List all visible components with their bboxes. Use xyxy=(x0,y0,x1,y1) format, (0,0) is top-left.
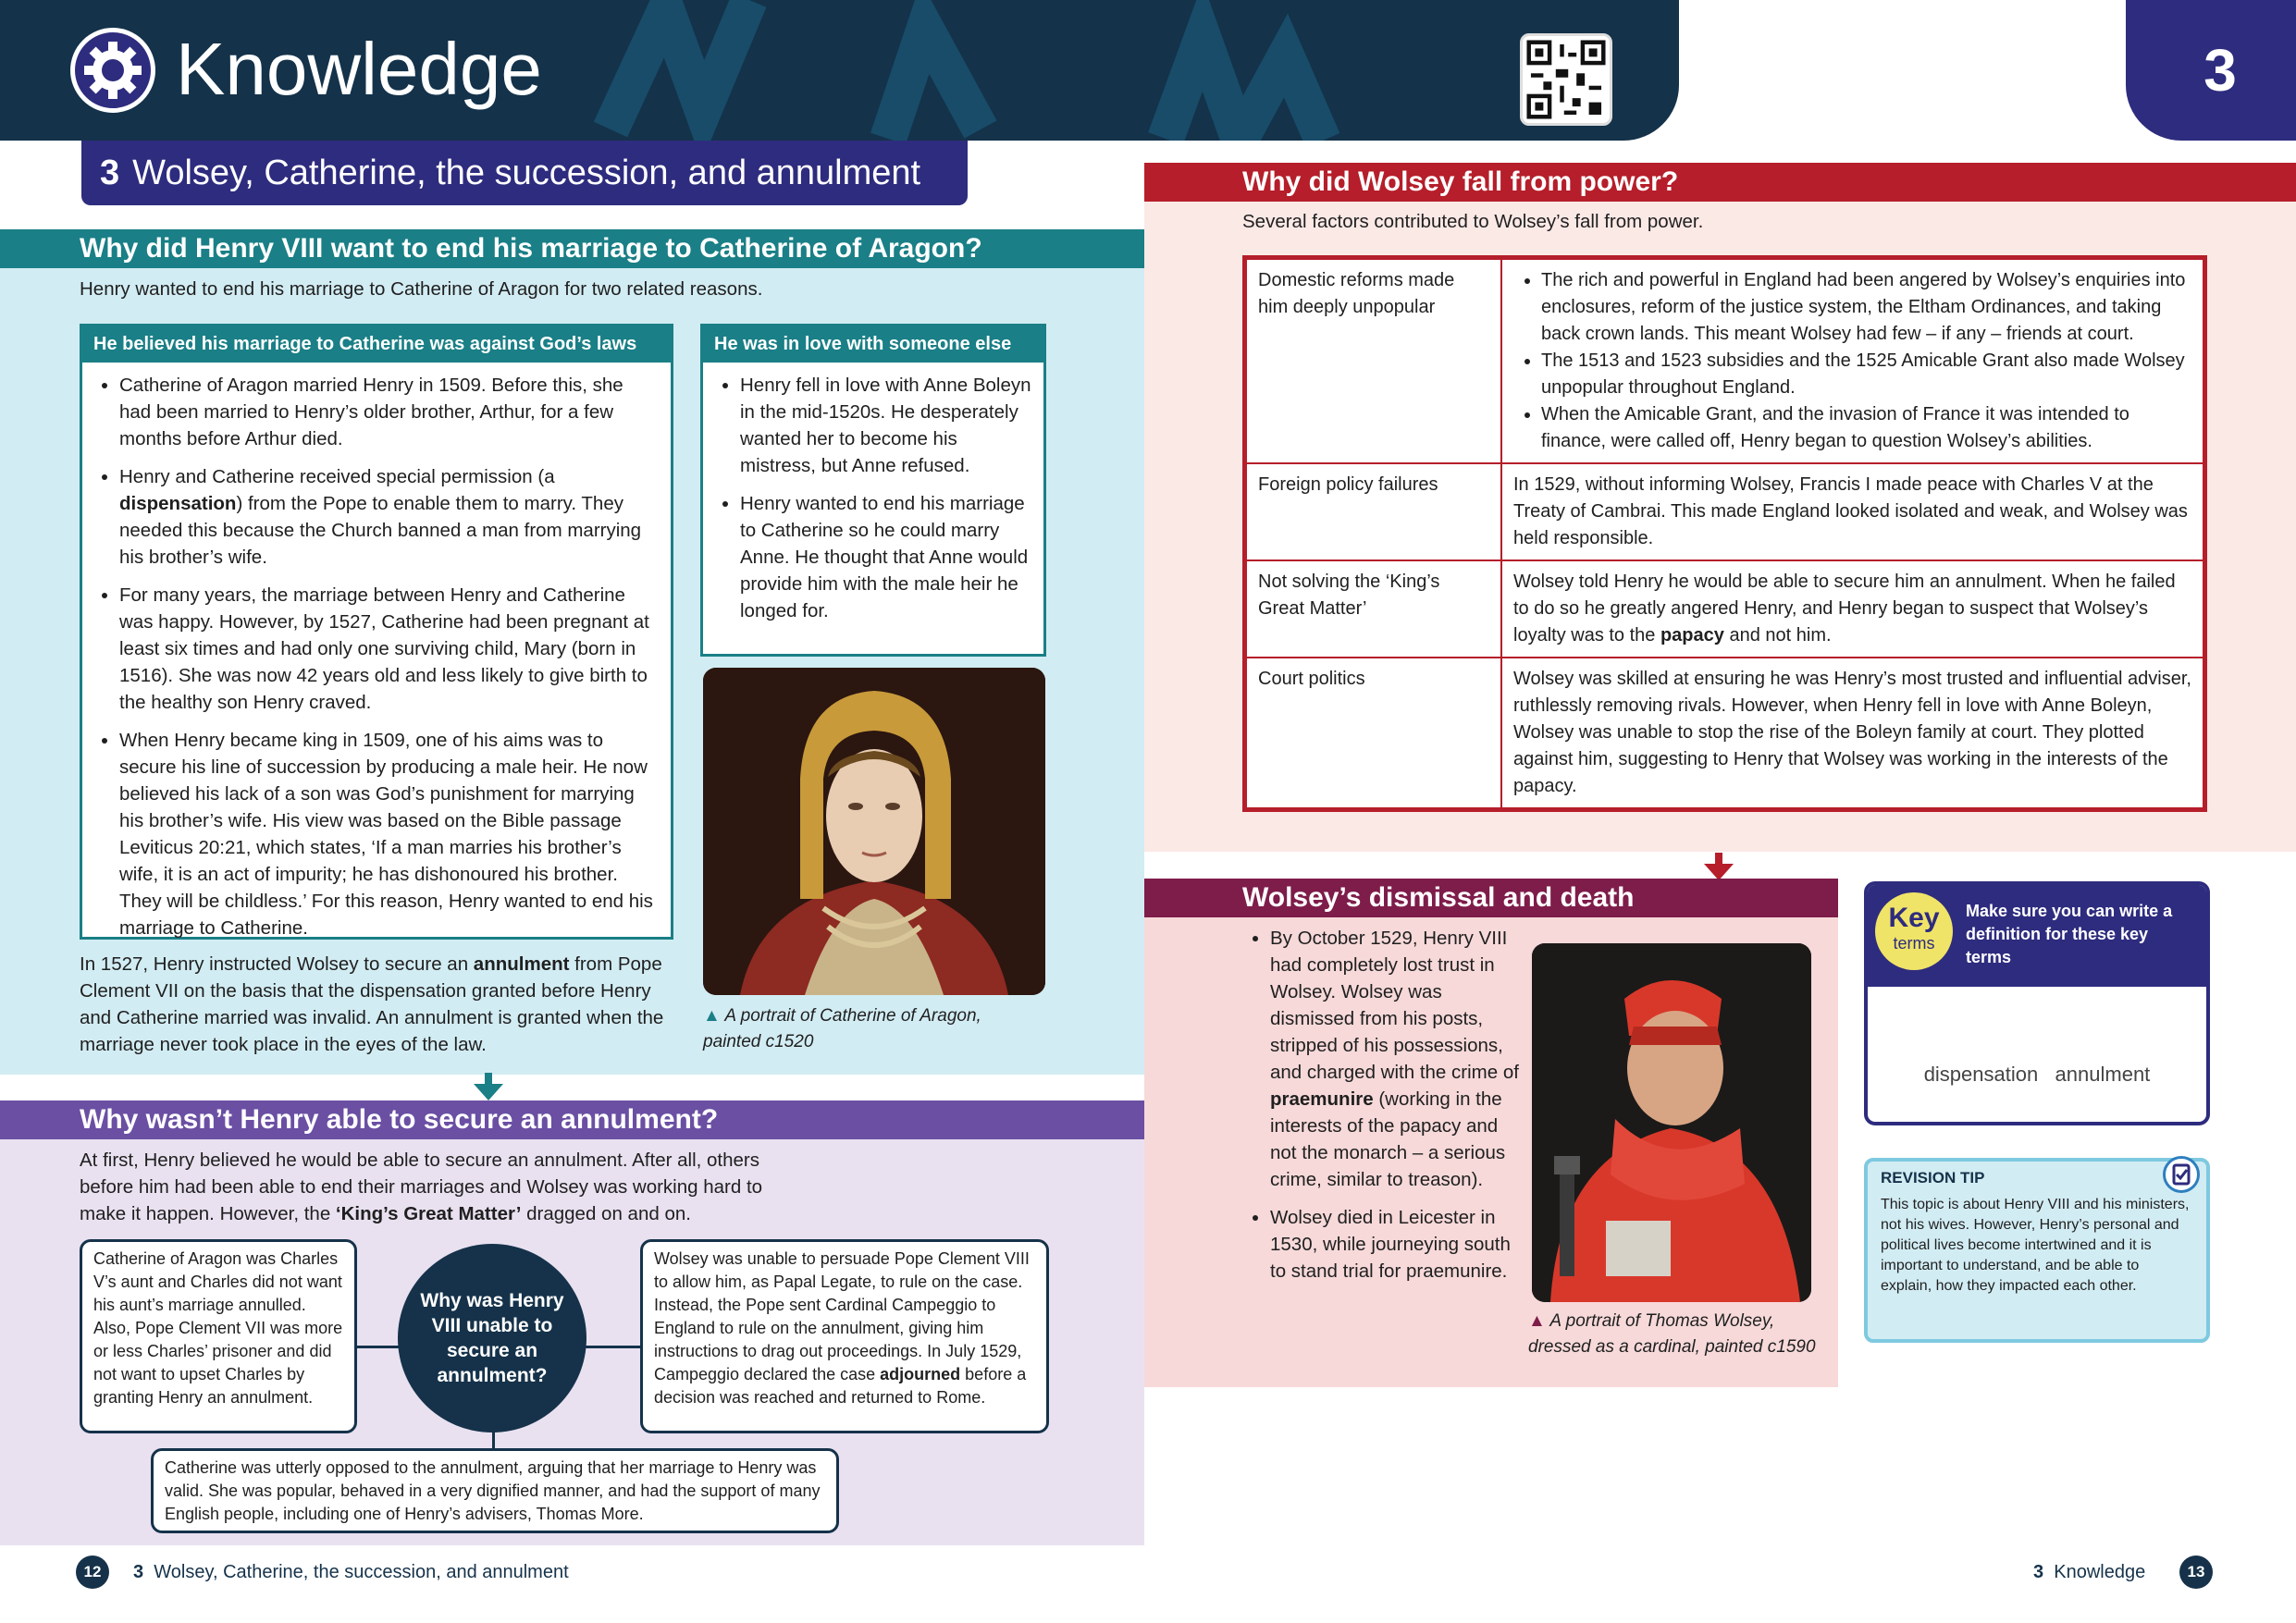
revision-tip-box xyxy=(1864,1158,2210,1343)
section-title-bar xyxy=(81,141,968,205)
right-footer: 3 Knowledge xyxy=(2033,1562,2146,1582)
list-item: • The 1513 and 1523 subsidies and the 1525 Amicable Grant also made Wolsey unpopular throughout England. xyxy=(1541,348,2191,401)
list-item: • Catherine of Aragon married Henry in 1509. Before this, she had been married to Henry’s older brother, Arthur, for a few months before Arthur died. xyxy=(119,372,658,452)
q2-intro: At first, Henry believed he would be able to secure an annulment. After all, others before him had been able to end their marriages and Wolsey was working hard to make it happen. However, the ‘King’s Great Matter’ dragged on and on. xyxy=(80,1150,763,1224)
table-row xyxy=(1246,259,2203,463)
catherine-caption: ▲ A portrait of Catherine of Aragon, painted c1520 xyxy=(703,1006,981,1051)
central-question: Why was Henry VIII unable to secure an annulment? xyxy=(398,1244,586,1432)
love-heading: He was in love with someone else xyxy=(703,326,1043,363)
key-terms-list: dispensation annulment xyxy=(1923,1063,2151,1086)
q1-heading: Why did Henry VIII want to end his marriage to Catherine of Aragon? xyxy=(0,229,1144,268)
q1-intro: Henry wanted to end his marriage to Catherine of Aragon for two related reasons. xyxy=(80,278,763,300)
chapter-tab xyxy=(2126,0,2296,141)
list-item: • For many years, the marriage between Henry and Catherine was happy. However, by 1527, Catherine had been pregnant at least six times and had only one surviving child, Mary (born in 1516). She was now 42 years old and less likely to give birth to the healthy son Henry craved. xyxy=(119,582,658,716)
fall-intro: Several factors contributed to Wolsey’s fall from power. xyxy=(1242,211,1704,232)
brush-decoration xyxy=(592,0,1610,141)
table-row xyxy=(1246,658,2203,808)
table-row xyxy=(1246,463,2203,560)
section-title: Wolsey, Catherine, the succession, and annulment xyxy=(132,154,921,192)
chapter-number: 3 xyxy=(2203,37,2237,104)
checklist-icon xyxy=(2163,1156,2200,1193)
wolsey-portrait xyxy=(1532,943,1811,1302)
gods-laws-heading: He believed his marriage to Catherine was against God’s laws xyxy=(82,326,671,363)
factors-table xyxy=(1242,255,2207,812)
list-item: • Henry fell in love with Anne Boleyn in the mid-1520s. He desperately wanted her to become his mistress, but Anne refused. xyxy=(740,372,1032,479)
list-item: • Wolsey died in Leicester in 1530, while journeying south to stand trial for praemunire. xyxy=(1270,1204,1520,1285)
list-item: • The rich and powerful in England had been angered by Wolsey’s enquiries into enclosures, reform of the justice system, the Eltham Ordinances, and taking back crown lands. This meant Wolsey had few – if any – friends at court. xyxy=(1541,267,2191,348)
campeggio-box: Wolsey was unable to persuade Pope Clement VIII to allow him, as Papal Legate, to rule on the case. Instead, the Pope sent Cardinal Campeggio to England to rule on the annulment, giving him instructions to drag out proceedings. In July 1529, Campeggio declared the case adjourned before a decision was reached and returned to Rome. xyxy=(640,1239,1049,1433)
detail-cell: Wolsey was skilled at ensuring he was Henry’s most trusted and influential adviser, ruthlessly removing rivals. However, when Henry fell in love with Anne Boleyn, Wolsey was unable to stop the rise of the Boleyn family at court. They plotted against him, suggesting to Henry that Wolsey was working in the interests of the papacy. xyxy=(1501,658,2203,808)
list-item: • When the Amicable Grant, and the invasion of France it was intended to finance, were called off, Henry began to question Wolsey’s abilities. xyxy=(1541,401,2191,455)
wolsey-caption: ▲ A portrait of Thomas Wolsey, dressed as a cardinal, painted c1590 xyxy=(1528,1311,1816,1357)
key-terms-instruction: Make sure you can write a definition for these key terms xyxy=(1966,902,2173,966)
factor-cell: Domestic reforms made him deeply unpopular xyxy=(1246,259,1501,463)
detail-cell: In 1529, without informing Wolsey, Francis I made peace with Charles V at the Treaty of Cambrai. This made England looked isolated and weak, and Wolsey was held responsible. xyxy=(1501,463,2203,560)
section-number: 3 xyxy=(100,154,120,192)
page-number-badge: 12 xyxy=(76,1555,109,1589)
love-list xyxy=(703,363,1043,624)
factor-cell: Not solving the ‘King’s Great Matter’ xyxy=(1246,560,1501,658)
list-item: • By October 1529, Henry VIII had completely lost trust in Wolsey. Wolsey was dismissed from his posts, stripped of his possessions, and charged with the crime of praemunire (working in the interests of the papacy and not the monarch – a serious crime, similar to treason). xyxy=(1270,925,1520,1193)
detail-cell xyxy=(1501,259,2203,463)
page-title: Knowledge xyxy=(176,28,542,110)
love-box xyxy=(700,324,1046,657)
page-number-badge: 13 xyxy=(2179,1555,2213,1589)
gods-laws-list xyxy=(82,363,671,941)
triangle-icon: ▲ xyxy=(1528,1311,1546,1331)
key-terms-box xyxy=(1864,881,2210,1125)
dismissal-list xyxy=(1242,925,1520,1296)
detail-cell: Wolsey told Henry he would be able to secure him an annulment. When he failed to do so he greatly angered Henry, and Henry began to suspect that Wolsey’s loyalty was to the papacy and not him. xyxy=(1501,560,2203,658)
gear-icon xyxy=(70,28,155,113)
list-item: • Henry and Catherine received special permission (a dispensation) from the Pope to enable them to marry. They needed this because the Church banned a man from marrying his brother’s wife. xyxy=(119,463,658,571)
revision-tip-heading: REVISION TIP xyxy=(1881,1169,1985,1187)
list-item: • When Henry became king in 1509, one of his aims was to secure his line of succession by producing a male heir. He now believed his lack of a son was God’s punishment for marrying his brother’s wife. His view was based on the Bible passage Leviticus 20:21, which states, ‘If a man marries his brother’s wife, it is an act of impurity; he has dishonoured his brother. They will be childless.’ For this reason, Henry wanted to end his marriage to Catherine. xyxy=(119,727,658,941)
left-footer: 3 Wolsey, Catherine, the succession, and annulment xyxy=(133,1562,569,1582)
table-row xyxy=(1246,560,2203,658)
factor-cell: Foreign policy failures xyxy=(1246,463,1501,560)
triangle-icon: ▲ xyxy=(703,1006,721,1026)
down-arrow-icon xyxy=(472,1073,505,1102)
q2-heading: Why wasn’t Henry able to secure an annulment? xyxy=(0,1100,1144,1139)
factor-cell: Court politics xyxy=(1246,658,1501,808)
key-terms-badge: Key terms xyxy=(1875,892,1953,970)
gods-laws-box xyxy=(80,324,673,940)
fall-heading: Why did Wolsey fall from power? xyxy=(1144,163,2296,202)
revision-tip-text: This topic is about Henry VIII and his ministers, not his wives. However, Henry’s personal and political lives become intertwined and it is important to understand, and be able to explain, how they impacted each other. xyxy=(1881,1197,2190,1294)
list-item: • Henry wanted to end his marriage to Catherine so he could marry Anne. He thought that Anne would provide him with the male heir he longed for. xyxy=(740,490,1032,624)
annulment-paragraph: In 1527, Henry instructed Wolsey to secure an annulment from Pope Clement VII on the basis that the dispensation granted before Henry and Catherine married was invalid. An annulment is granted when the marriage never took place in the eyes of the law. xyxy=(80,953,664,1055)
header-banner xyxy=(0,0,1679,141)
charles-box: Catherine of Aragon was Charles V’s aunt and Charles did not want his aunt’s marriage annulled. Also, Pope Clement VII was more or less Charles’ prisoner and did not want to upset Charles by granting Henry an annulment. xyxy=(80,1239,357,1433)
catherine-portrait xyxy=(703,668,1045,995)
key-terms-header xyxy=(1868,885,2206,987)
catherine-opposed-box: Catherine was utterly opposed to the annulment, arguing that her marriage to Henry was valid. She was popular, behaved in a very dignified manner, and had the support of many English people, including one of Henry’s advisers, Thomas More. xyxy=(151,1448,839,1533)
dismissal-heading: Wolsey’s dismissal and death xyxy=(1144,879,1838,917)
qr-code-icon[interactable] xyxy=(1520,33,1612,126)
